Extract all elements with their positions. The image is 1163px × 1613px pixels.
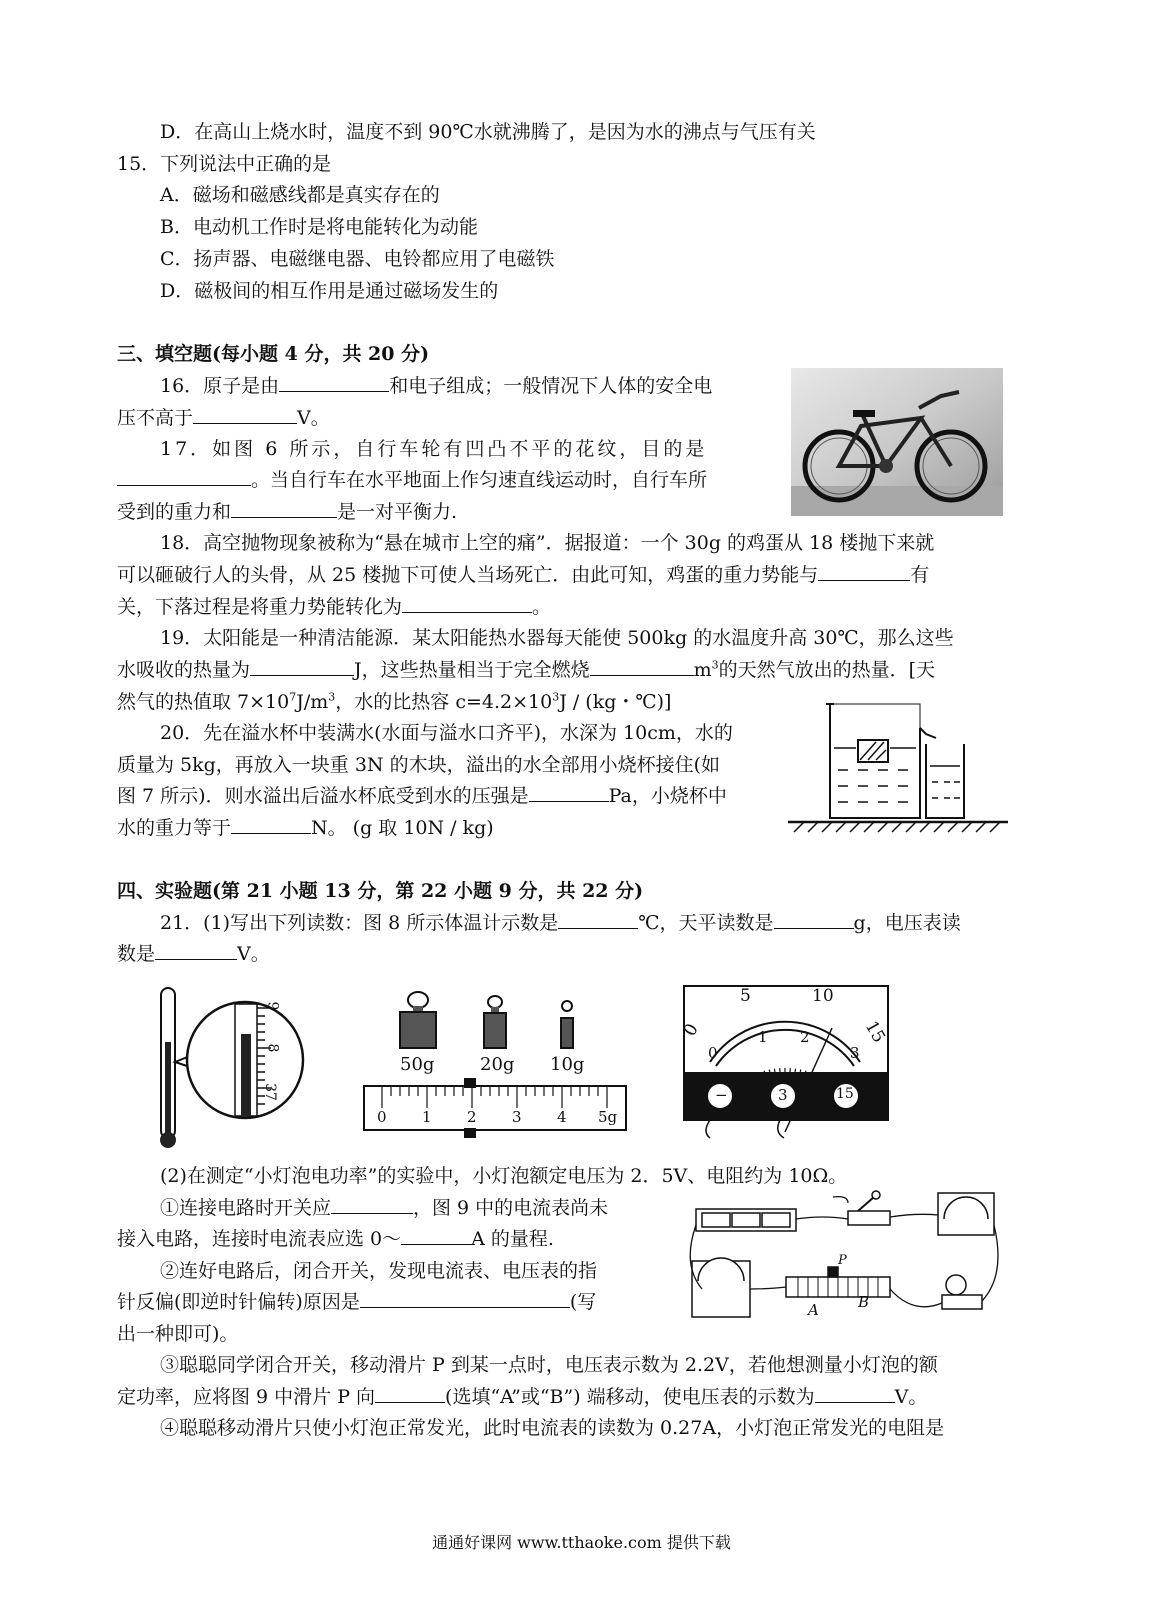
q18-text-b: 可以砸破行人的头骨，从 25 楼抛下可使人当场死亡．由此可知，鸡蛋的重力势能与 [117,564,819,586]
thermo-label-9: 9 [264,1001,281,1011]
q19-line2: 水吸收的热量为 J，这些热量相当于完全燃烧 $m^3$的天然气放出的热量．[天 [117,658,936,681]
q15-option-a: A．磁场和磁感线都是真实存在的 [160,184,440,206]
q20-text-d: Pa，小烧杯中 [608,785,727,807]
q21-line1 [160,910,961,936]
q21-s1a: ①连接电路时开关应 [160,1197,332,1219]
vm-bottom-1: 1 [758,1028,768,1046]
scale-tick-2: 2 [467,1108,477,1126]
q21-step1-line2 [117,1226,554,1252]
scale-tick-4: 4 [557,1108,567,1126]
q19-text-e: 的天然气放出的热量．[天 [718,659,936,681]
q18-blank-1[interactable] [818,562,910,581]
q20-text-f: N。 (g 取 10N / kg) [311,817,494,839]
thermo-label-37: 37 [261,1083,278,1101]
q21-blank-8[interactable] [815,1384,895,1403]
q21-blank-6[interactable] [360,1289,570,1308]
q18-line2 [117,562,929,588]
q20-line1: 20．先在溢水杯中装满水(水面与溢水口齐平)，水深为 10cm，水的 [160,722,733,744]
q17-text-d: 是一对平衡力. [337,501,458,523]
bicycle-photo [791,368,1003,516]
q21-line2 [117,941,270,967]
section-3-heading: 三、填空题(每小题 4 分，共 20 分) [117,343,430,365]
q17-text-b: 。当自行车在水平地面上作匀速直线运动时，自行车所 [251,469,708,491]
q18-line3 [117,594,551,620]
scale-tick-3: 3 [512,1108,522,1126]
q17-blank-1[interactable] [117,467,251,486]
q21-s2c: (写 [569,1291,597,1313]
q16-text-b: 和电子组成；一般情况下人体的安全电 [389,375,713,397]
q21-text-b: ℃，天平读数是 [638,912,774,934]
q21-s3d: V。 [894,1386,928,1408]
q21-step4-line1: ④聪聪移动滑片只使小灯泡正常发光，此时电流表的读数为 0.27A，小灯泡正常发光的电阻是 [160,1417,945,1439]
q21-blank-5[interactable] [401,1226,471,1245]
voltmeter-figure [680,982,892,1142]
q21-blank-2[interactable] [774,910,854,929]
q21-step3-line1: ③聪聪同学闭合开关，移动滑片 P 到某一点时，电压表示数为 2.2V，若他想测量小灯泡的额 [160,1354,938,1376]
circuit-figure [688,1185,1012,1335]
circuit-label-a: A [808,1301,819,1319]
q15-option-c: C．扬声器、电磁继电器、电铃都应用了电磁铁 [160,248,555,270]
q21-text-e: V。 [237,943,270,965]
q18-blank-2[interactable] [402,594,532,613]
balance-figure [360,982,630,1142]
scale-tick-0: 0 [377,1108,387,1126]
q17-line1: 17．如图 6 所示，自行车轮有凹凸不平的花纹，目的是 [160,438,708,460]
q19-text-d: m [693,659,712,681]
q21-s1b: ，图 9 中的电流表尚未 [413,1197,609,1219]
circuit-label-p: P [838,1253,847,1268]
page-footer: 通通好课网 www.tthaoke.com 提供下载 [432,1533,731,1552]
q19-text-i: J / (kg・℃)] [559,691,672,713]
thermometer-figure [155,982,305,1152]
q16-line2 [117,405,330,431]
section-4-heading: 四、实验题(第 21 小题 13 分，第 22 小题 9 分，共 22 分) [117,880,644,902]
q20-text-e: 水的重力等于 [117,817,232,839]
q16-blank-1[interactable] [279,373,389,392]
vm-terminal-3: 3 [778,1086,788,1104]
q21-blank-4[interactable] [331,1195,413,1214]
q21-blank-7[interactable] [375,1384,445,1403]
q15-option-d: D．磁极间的相互作用是通过磁场发生的 [160,280,499,302]
q21-s3b: 定功率，应将图 9 中滑片 P 向 [117,1386,376,1408]
q18-line1: 18．高空抛物现象被称为“悬在城市上空的痛”．据报道：一个 30g 的鸡蛋从 18 楼抛下来就 [160,532,935,554]
q16-text-d: V。 [297,407,330,429]
q21-text-d: 数是 [117,943,156,965]
q17-line3 [117,499,457,525]
q19-blank-1[interactable] [250,657,354,676]
weight-50g-label: 50g [400,1054,435,1075]
vm-bottom-0: 0 [708,1044,718,1062]
q16-text-a: 16．原子是由 [160,375,280,397]
q18-text-d: 关，下落过程是将重力势能转化为 [117,596,403,618]
q20-line3 [117,783,727,809]
vm-bottom-3: 3 [850,1044,860,1062]
q19-text-h: ，水的比热容 c=4.2×10 [335,691,553,713]
q21-s1c: 接入电路，连接时电流表应选 0～ [117,1228,402,1250]
q21-step2-line1: ②连好电路后，闭合开关，发现电流表、电压表的指 [160,1260,598,1282]
q21-s3c: (选填“A”或“B”) 端移动，使电压表的示数为 [445,1386,815,1408]
q18-text-e: 。 [532,596,552,618]
q19-text-b: 水吸收的热量为 [117,659,251,681]
q20-blank-1[interactable] [529,783,609,802]
q14-option-d: D．在高山上烧水时，温度不到 90℃水就沸腾了，是因为水的沸点与气压有关 [160,121,816,143]
q19-line1: 19．太阳能是一种清洁能源．某太阳能热水器每天能使 500kg 的水温度升高 30℃，那么这些 [160,627,954,649]
q16-blank-2[interactable] [193,405,297,424]
q15-stem: 15．下列说法中正确的是 [117,153,332,175]
q20-text-c: 图 7 所示)．则水溢出后溢水杯底受到水的压强是 [117,785,529,807]
vm-terminal-15: 15 [836,1086,854,1102]
q21-blank-3[interactable] [155,941,237,960]
q18-text-c: 有 [910,564,930,586]
vm-top-15: 15 [860,1017,889,1047]
weight-10g-label: 10g [550,1054,585,1075]
q20-line2: 质量为 5kg，再放入一块重 3N 的木块，溢出的水全部用小烧杯接住(如 [117,754,721,776]
weight-20g-label: 20g [480,1054,515,1075]
q21-blank-1[interactable] [558,910,638,929]
scale-tick-1: 1 [422,1108,432,1126]
q21-step2-line2 [117,1289,596,1315]
q21-step2-line3: 出一种即可)。 [117,1323,239,1345]
q21-step3-line2 [117,1384,927,1410]
q20-line4 [117,815,494,841]
q17-text-c: 受到的重力和 [117,501,232,523]
vm-bottom-2: 2 [800,1028,810,1046]
q21-text-a: 21．(1)写出下列读数：图 8 所示体温计示数是 [160,912,559,934]
q20-blank-2[interactable] [231,815,311,834]
q21-part2-intro: (2)在测定“小灯泡电功率”的实验中，小灯泡额定电压为 2．5V、电阻约为 10Ω。 [160,1165,848,1187]
vm-top-10: 10 [812,986,834,1006]
q19-text-c: J，这些热量相当于完全燃烧 [354,659,590,681]
q21-step1-line1 [160,1195,608,1221]
q19-text-f: 然气的热值取 7×10 [117,691,290,713]
q15-option-b: B．电动机工作时是将电能转化为动能 [160,216,478,238]
vm-terminal-neg: − [715,1086,728,1104]
q17-line2 [117,467,707,493]
q21-s1d: A 的量程. [471,1228,554,1250]
q21-s2b: 针反偏(即逆时针偏转)原因是 [117,1291,360,1313]
q19-text-g: J/m [296,691,329,713]
thermo-label-8: 8 [264,1043,281,1053]
vm-top-0: 0 [680,1020,703,1040]
q21-text-c: g，电压表读 [853,912,961,934]
circuit-label-b: B [858,1293,870,1311]
vm-top-5: 5 [740,986,751,1006]
scale-tick-5g: 5g [598,1108,618,1126]
q19-line3: 然气的热值取 $7\times 10^7J/m^3$，水的比热容 $c=4.2\times 10^3J / (kg$・℃)] [117,690,672,713]
q16-text-c: 压不高于 [117,407,194,429]
overflow-cup-figure [786,698,1010,838]
q16-line1 [160,373,712,399]
q19-blank-2[interactable] [590,657,694,676]
q17-blank-2[interactable] [231,499,337,518]
